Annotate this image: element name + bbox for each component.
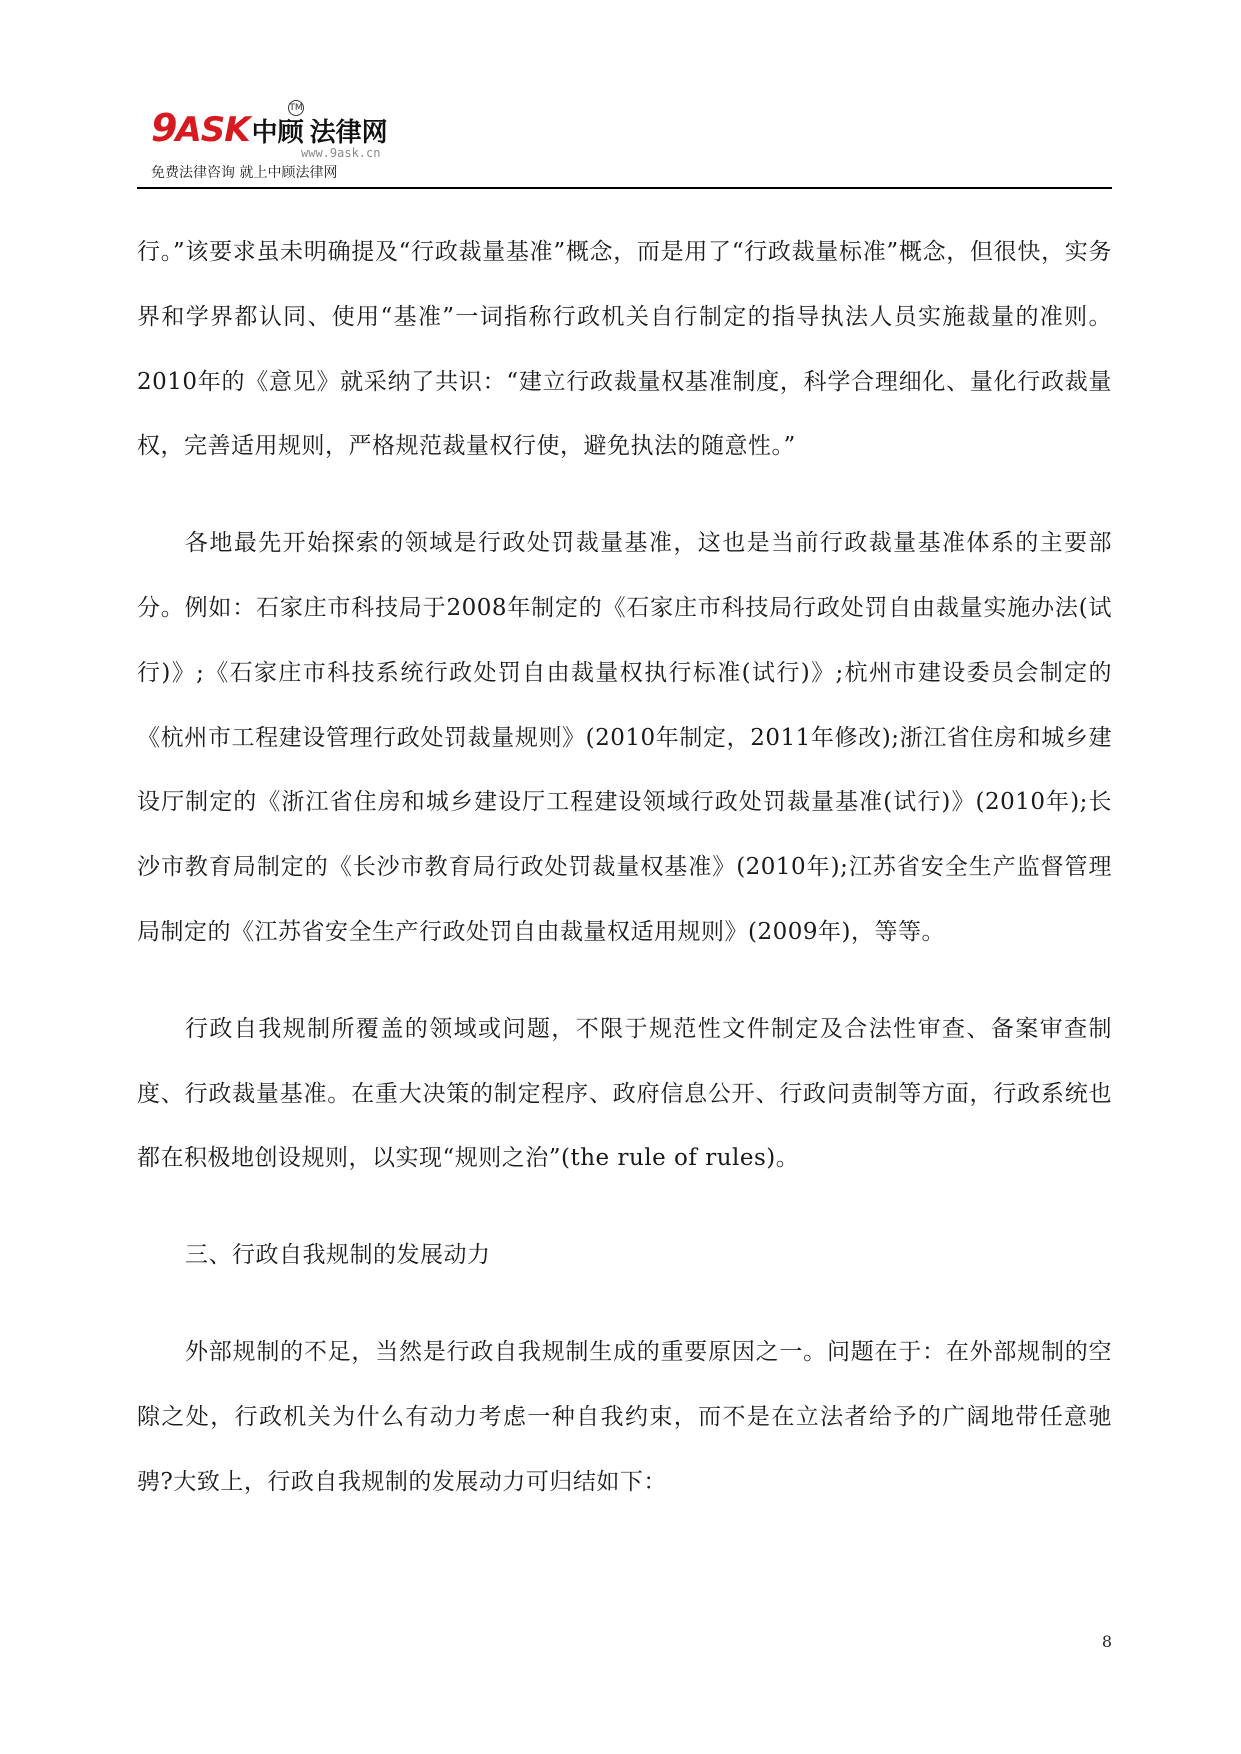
logo-nine: 9 [151,106,176,150]
document-body [137,220,1112,1546]
paragraph-2: 各地最先开始探索的领域是行政处罚裁量基准，这也是当前行政裁量基准体系的主要部分。例如：石家庄市科技局于2008年制定的《石家庄市科技局行政处罚自由裁量实施办法(试行)》;《石家庄市科技系统行政处罚自由裁量权执行标准(试行)》;杭州市建设委员会制定的《杭州市工程建设管理行政处罚裁量规则》(2010年制定，2011年修改);浙江省住房和城乡建设厅制定的《浙江省住房和城乡建设厅工程建设领域行政处罚裁量基准(试行)》(2010年);长沙市教育局制定的《长沙市教育局行政处罚裁量权基准》(2010年);江苏省安全生产监督管理局制定的《江苏省安全生产行政处罚自由裁量权适用规则》(2009年)，等等。 [137,530,1112,945]
trademark-badge: TM [288,100,304,116]
paragraph-3: 行政自我规制所覆盖的领域或问题，不限于规范性文件制定及合法性审查、备案审查制度、行政裁量基准。在重大决策的制定程序、政府信息公开、行政问责制等方面，行政系统也都在积极地创设规则，以实现“规则之治”(the rule of rules)。 [137,1015,1112,1172]
paragraph-1: 行。”该要求虽未明确提及“行政裁量基准”概念，而是用了“行政裁量标准”概念，但很快，实务界和学界都认同、使用“基准”一词指称行政机关自行制定的指导执法人员实施裁量的准则。2010年的《意见》就采纳了共识：“建立行政裁量权基准制度，科学合理细化、量化行政裁量权，完善适用规则，严格规范裁量权行使，避免执法的随意性。” [137,239,1112,460]
logo-cn-falvwang: 法律网 [309,118,388,148]
page-header [137,92,1112,189]
logo-cn-zhonggu: 中顾 [251,118,304,148]
page-number: 8 [1101,1632,1112,1651]
paragraph-4: 外部规制的不足，当然是行政自我规制生成的重要原因之一。问题在于：在外部规制的空隙之处，行政机关为什么有动力考虑一种自我约束，而不是在立法者给予的广阔地带任意驰骋?大致上，行政自我规制的发展动力可归结如下： [137,1338,1112,1495]
logo-ask: ASK [175,110,250,150]
logo-slogan: 免费法律咨询 就上中顾法律网 [151,165,338,181]
section-heading: 三、行政自我规制的发展动力 [185,1242,491,1269]
logo-url: www.9ask.cn [301,146,381,160]
site-logo[interactable] [151,100,421,180]
logo-brand [151,106,388,150]
